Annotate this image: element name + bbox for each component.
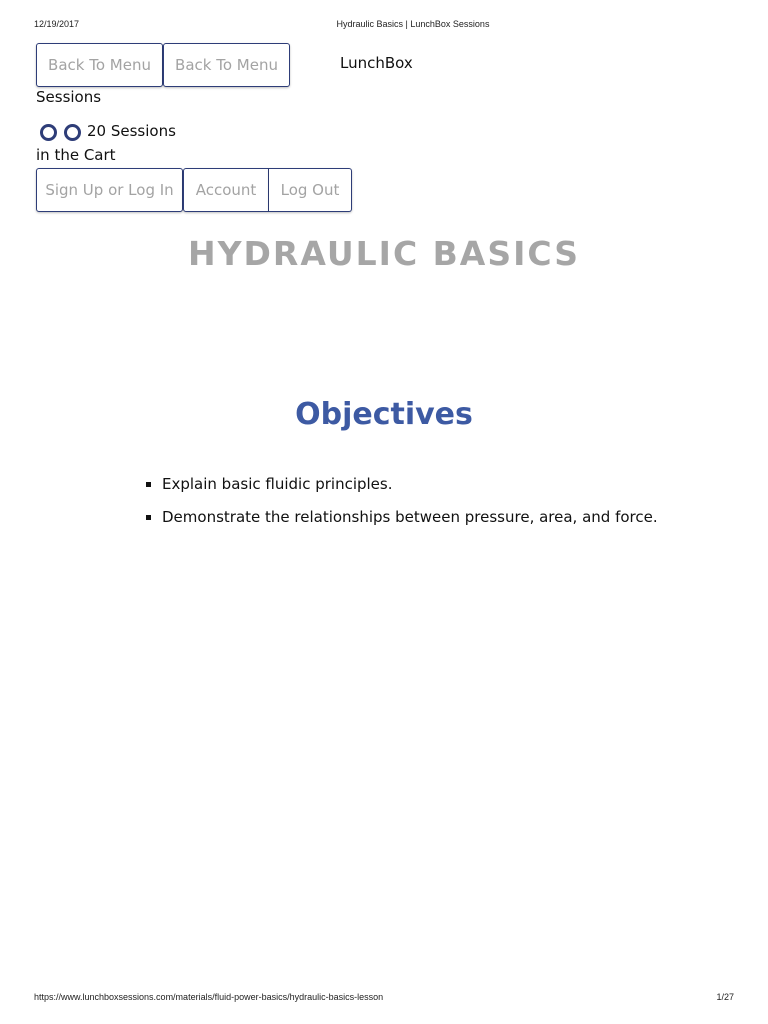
cart-circle-icon [40, 124, 57, 141]
bullet-icon [146, 482, 151, 487]
print-date: 12/19/2017 [34, 19, 80, 29]
page-title: HYDRAULIC BASICS [188, 234, 580, 273]
brand-logo-text-line2[interactable]: Sessions [36, 88, 102, 106]
print-footer [0, 992, 768, 1004]
print-header [0, 19, 768, 31]
print-url: https://www.lunchboxsessions.com/materials/fluid-power-basics/hydraulic-basics-lesson [34, 992, 384, 1002]
brand-logo-text-line1[interactable]: LunchBox [340, 54, 413, 72]
page-number: 1/27 [716, 992, 734, 1002]
log-out-button[interactable]: Log Out [269, 168, 352, 212]
objectives-heading: Objectives [295, 397, 473, 432]
bullet-icon [146, 515, 151, 520]
objectives-list [146, 474, 706, 540]
list-item [146, 474, 706, 507]
back-to-menu-button[interactable]: Back To Menu [36, 43, 163, 87]
sign-up-login-button[interactable]: Sign Up or Log In [36, 168, 183, 212]
cart-circle-icon [64, 124, 81, 141]
objective-text: Demonstrate the relationships between pressure, area, and force. [162, 508, 658, 526]
print-title: Hydraulic Basics | LunchBox Sessions [336, 19, 490, 29]
objective-text: Explain basic fluidic principles. [162, 475, 393, 493]
account-button[interactable]: Account [183, 168, 269, 212]
list-item [146, 507, 706, 540]
cart-count-label[interactable]: 20 Sessions [87, 122, 176, 140]
cart-count-label-cont[interactable]: in the Cart [36, 146, 116, 164]
back-to-menu-button-secondary[interactable]: Back To Menu [163, 43, 290, 87]
